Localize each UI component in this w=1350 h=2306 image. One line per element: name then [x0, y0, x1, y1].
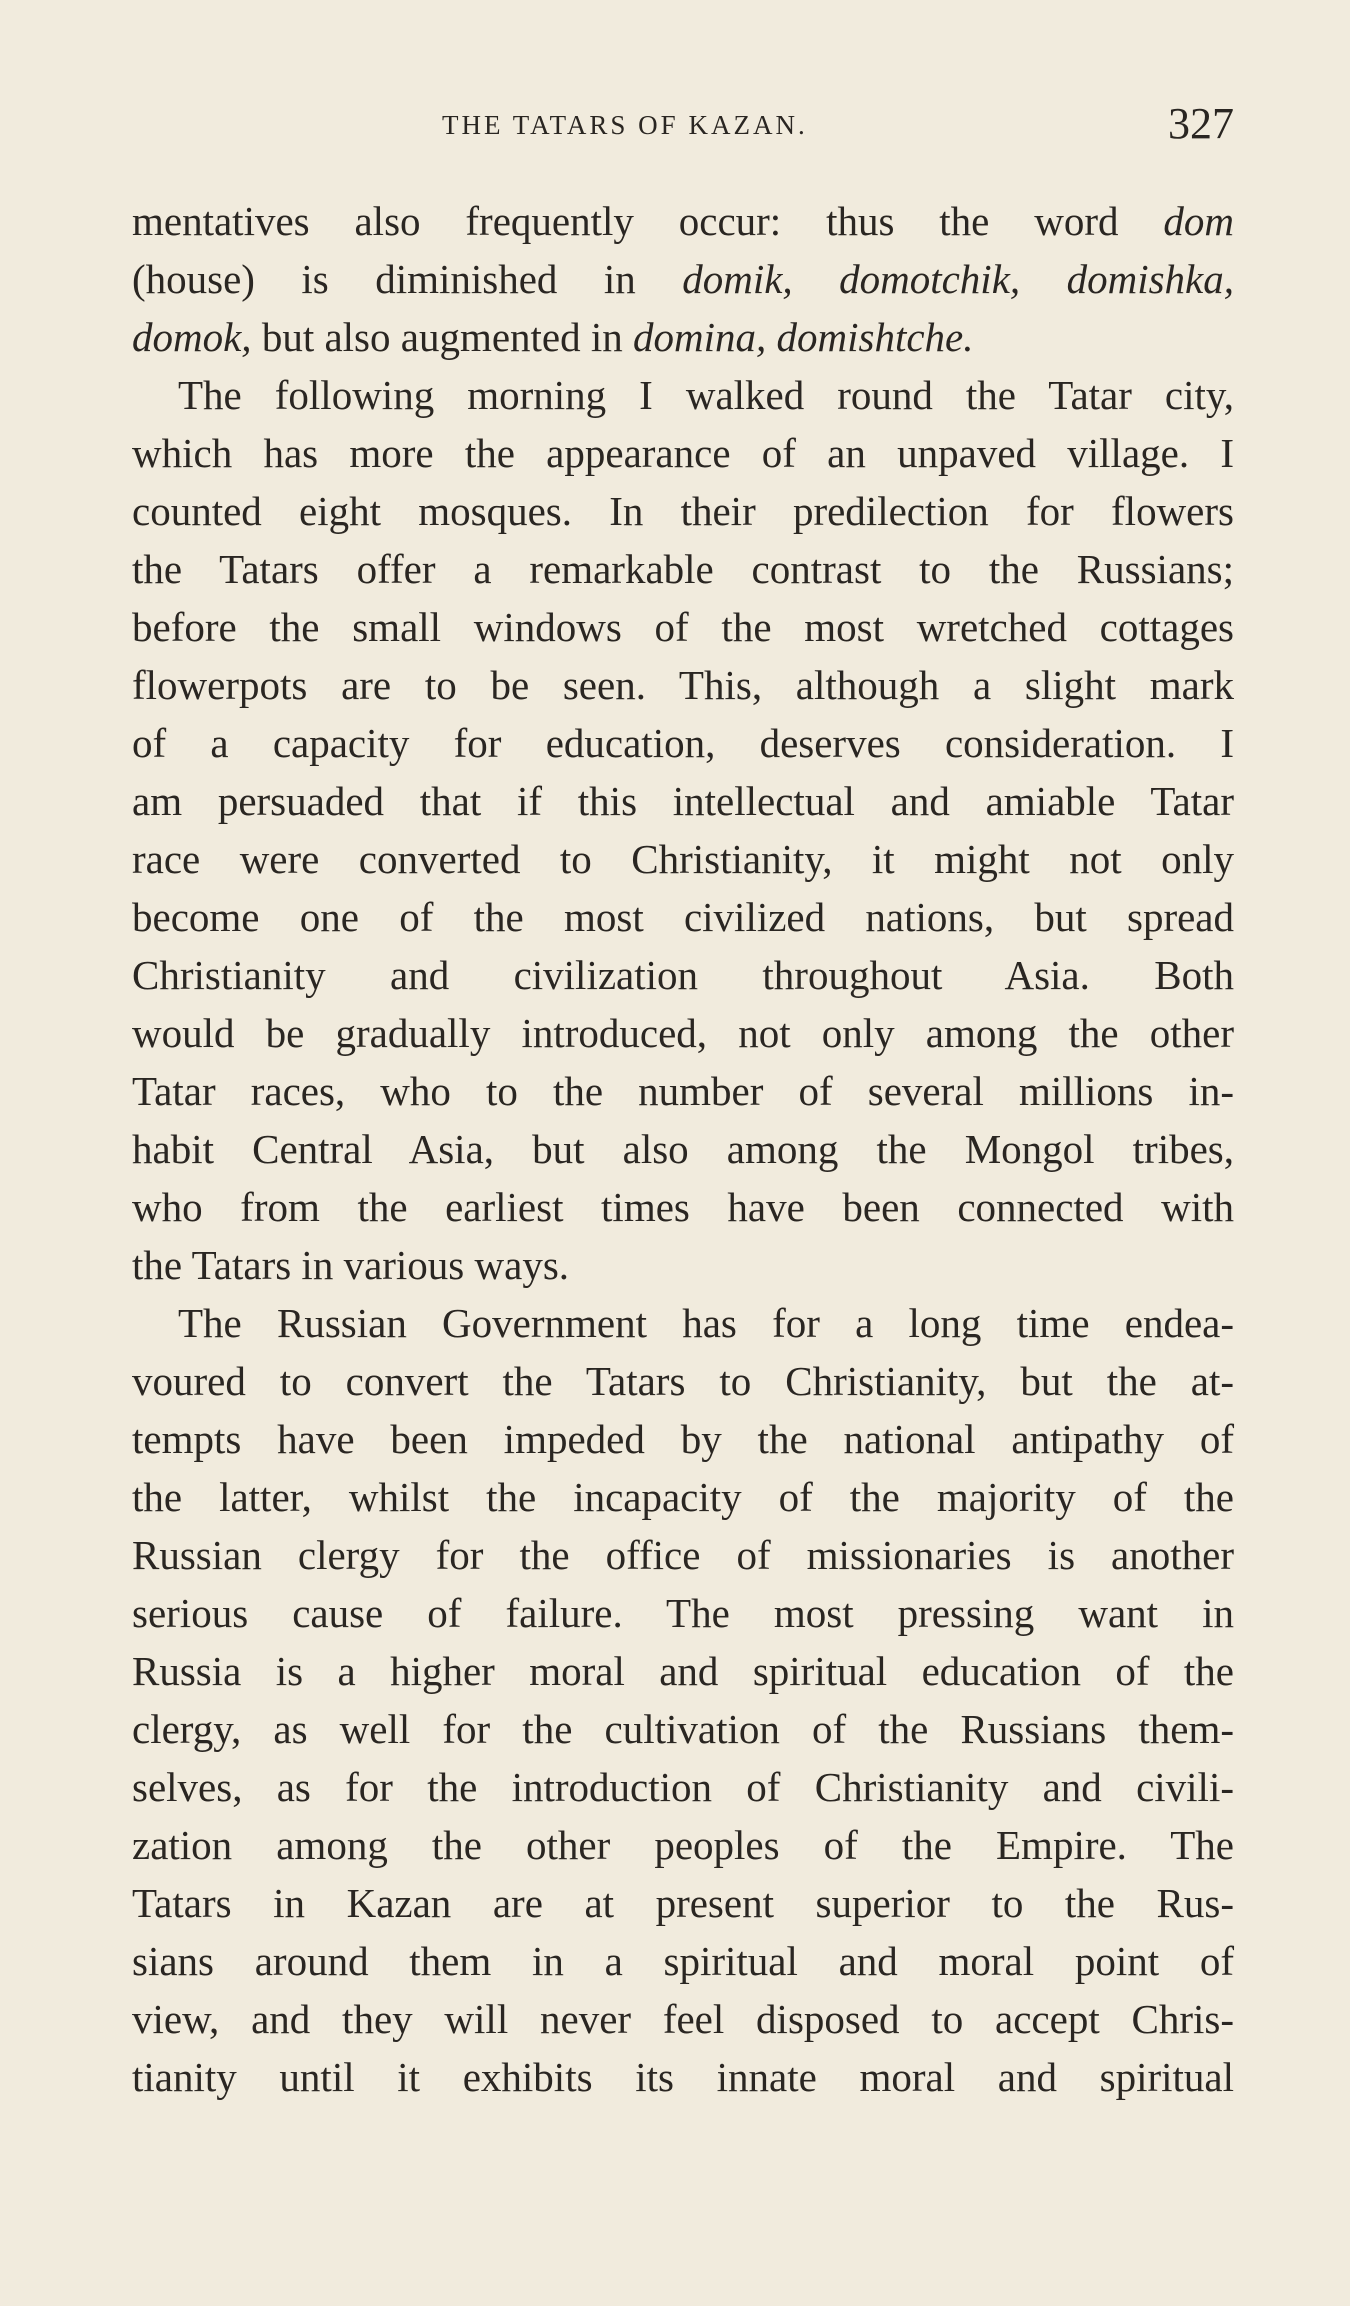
text-line: Christianity and civilization throughout Asia. Both — [132, 952, 1234, 998]
page-body — [132, 192, 1234, 2106]
text-line: of a capacity for education, deserves consideration. I — [132, 720, 1234, 766]
text-line: would be gradually introduced, not only among the other — [132, 1010, 1234, 1056]
text-line: the Tatars in various ways. — [132, 1242, 570, 1288]
text-line: tianity until it exhibits its innate moral and spiritual — [132, 2054, 1234, 2100]
text-line: flowerpots are to be seen. This, although a slight mark — [132, 662, 1234, 708]
text-line: become one of the most civilized nations, but spread — [132, 894, 1234, 940]
text-line: Tatar races, who to the number of several millions in- — [132, 1068, 1234, 1114]
page-header — [132, 98, 1234, 158]
text-line: view, and they will never feel disposed to accept Chris- — [132, 1996, 1234, 2042]
text-line: which has more the appearance of an unpaved village. I — [132, 430, 1234, 476]
paragraph-start: The following morning I walked round the Tatar city, — [178, 372, 1234, 418]
text-line: who from the earliest times have been connected with — [132, 1184, 1234, 1230]
text-line: Tatars in Kazan are at present superior to the Rus- — [132, 1880, 1234, 1926]
text-line: counted eight mosques. In their predilection for flowers — [132, 488, 1234, 534]
text-line: race were converted to Christianity, it might not only — [132, 836, 1234, 882]
text-line: am persuaded that if this intellectual and amiable Tatar — [132, 778, 1234, 824]
italic-word: domik, domotchik, domishka, — [682, 256, 1235, 302]
text-line: zation among the other peoples of the Empire. The — [132, 1822, 1234, 1868]
page-number: 327 — [1168, 99, 1234, 148]
text-line: selves, as for the introduction of Christianity and civili- — [132, 1764, 1234, 1810]
text-line: mentatives also frequently occur: thus the word dom — [132, 198, 1234, 244]
text-line: serious cause of failure. The most pressing want in — [132, 1590, 1234, 1636]
text-line: the latter, whilst the incapacity of the majority of the — [132, 1474, 1234, 1520]
paragraph-start: The Russian Government has for a long time endea- — [178, 1300, 1234, 1346]
italic-word: dom — [1163, 198, 1234, 244]
text-line: habit Central Asia, but also among the Mongol tribes, — [132, 1126, 1234, 1172]
text-line: tempts have been impeded by the national antipathy of — [132, 1416, 1234, 1462]
text-line: voured to convert the Tatars to Christianity, but the at- — [132, 1358, 1234, 1404]
text-line: sians around them in a spiritual and moral point of — [132, 1938, 1234, 1984]
text-line: clergy, as well for the cultivation of the Russians them- — [132, 1706, 1234, 1752]
text-line: Russia is a higher moral and spiritual education of the — [132, 1648, 1234, 1694]
text-line: before the small windows of the most wretched cottages — [132, 604, 1234, 650]
running-title: THE TATARS OF KAZAN. — [442, 110, 808, 140]
italic-word: domok, — [132, 314, 252, 360]
text-line: domok, but also augmented in domina, domishtche. — [132, 314, 974, 360]
text-line: (house) is diminished in domik, domotchik, domishka, — [132, 256, 1235, 302]
text-line: the Tatars offer a remarkable contrast to the Russians; — [132, 546, 1234, 592]
italic-word: domina, domishtche. — [633, 314, 974, 360]
text-line: Russian clergy for the office of missionaries is another — [132, 1532, 1234, 1578]
